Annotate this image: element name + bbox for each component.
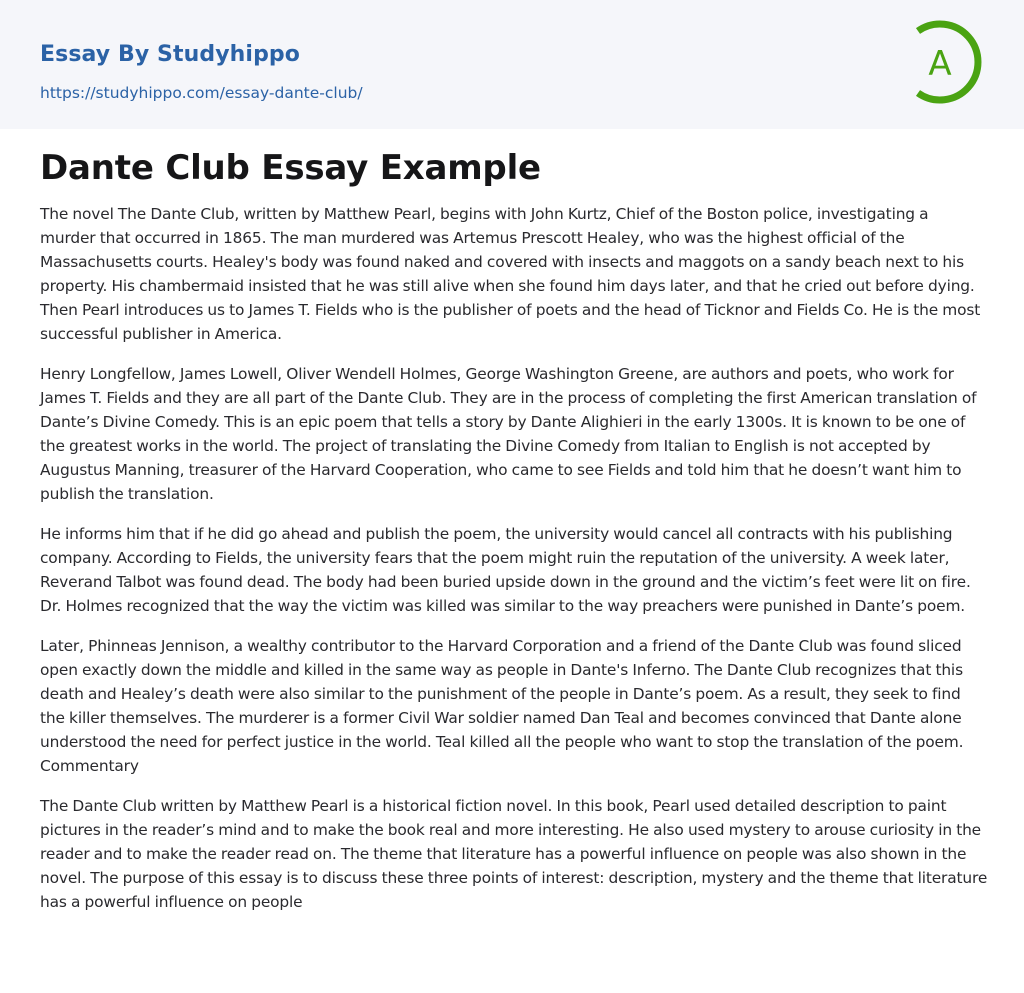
site-header [0,0,1024,129]
studyhippo-logo[interactable] [904,18,990,106]
article [40,145,988,914]
page-title: Dante Club Essay Example [40,148,541,188]
paragraph-3: He informs him that if he did go ahead and publish the poem, the university would cancel all contracts with his publishing company. According to Fields, the university fears that the poem might ruin the reputation of the university. A week later, Reverand Talbot was found dead. The body had been buried upside down in the ground and the victim’s feet were lit on fire. Dr. Holmes recognized that the way the victim was killed was similar to the way preachers were punished in Dante’s poem. [40,525,971,615]
paragraph-4: Later, Phinneas Jennison, a wealthy contributor to the Harvard Corporation and a friend of the Dante Club was found sliced open exactly down the middle and killed in the same way as people in Dante's Inferno. The Dante Club recognizes that this death and Healey’s death were also similar to the punishment of the people in Dante’s poem. As a result, they seek to find the killer themselves. The murderer is a former Civil War soldier named Dan Teal and becomes convinced that Dante alone understood the need for perfect justice in the world. Teal killed all the people who want to stop the translation of the poem. Commentary [40,637,964,775]
site-name: Essay By Studyhippo [40,42,300,67]
paragraph-5: The Dante Club written by Matthew Pearl is a historical fiction novel. In this book, Pearl used detailed description to paint pictures in the reader’s mind and to make the book real and more interesting. He also used mystery to arouse curiosity in the reader and to make the reader read on. The theme that literature has a powerful influence on people was also shown in the novel. The purpose of this essay is to discuss these three points of interest: description, mystery and the theme that literature has a powerful influence on people [40,797,988,911]
logo-a-icon [904,18,990,106]
svg-text:A: A [928,44,952,84]
paragraph-1: The novel The Dante Club, written by Matthew Pearl, begins with John Kurtz, Chief of the Boston police, investigating a murder that occurred in 1865. The man murdered was Artemus Prescott Healey, who was the highest official of the Massachusetts courts. Healey's body was found naked and covered with insects and maggots on a sandy beach next to his property. His chambermaid insisted that he was still alive when she found him days later, and that he cried out before dying. Then Pearl introduces us to James T. Fields who is the publisher of poets and the head of Ticknor and Fields Co. He is the most successful publisher in America. [40,205,981,343]
article-body [40,202,988,914]
paragraph-2: Henry Longfellow, James Lowell, Oliver Wendell Holmes, George Washington Greene, are authors and poets, who work for James T. Fields and they are all part of the Dante Club. They are in the process of completing the first American translation of Dante’s Divine Comedy. This is an epic poem that tells a story by Dante Alighieri in the early 1300s. It is known to be one of the greatest works in the world. The project of translating the Divine Comedy from Italian to English is not accepted by Augustus Manning, treasurer of the Harvard Cooperation, who came to see Fields and told him that he doesn’t want him to publish the translation. [40,365,977,503]
essay-url-link[interactable]: https://studyhippo.com/essay-dante-club/ [40,84,363,102]
